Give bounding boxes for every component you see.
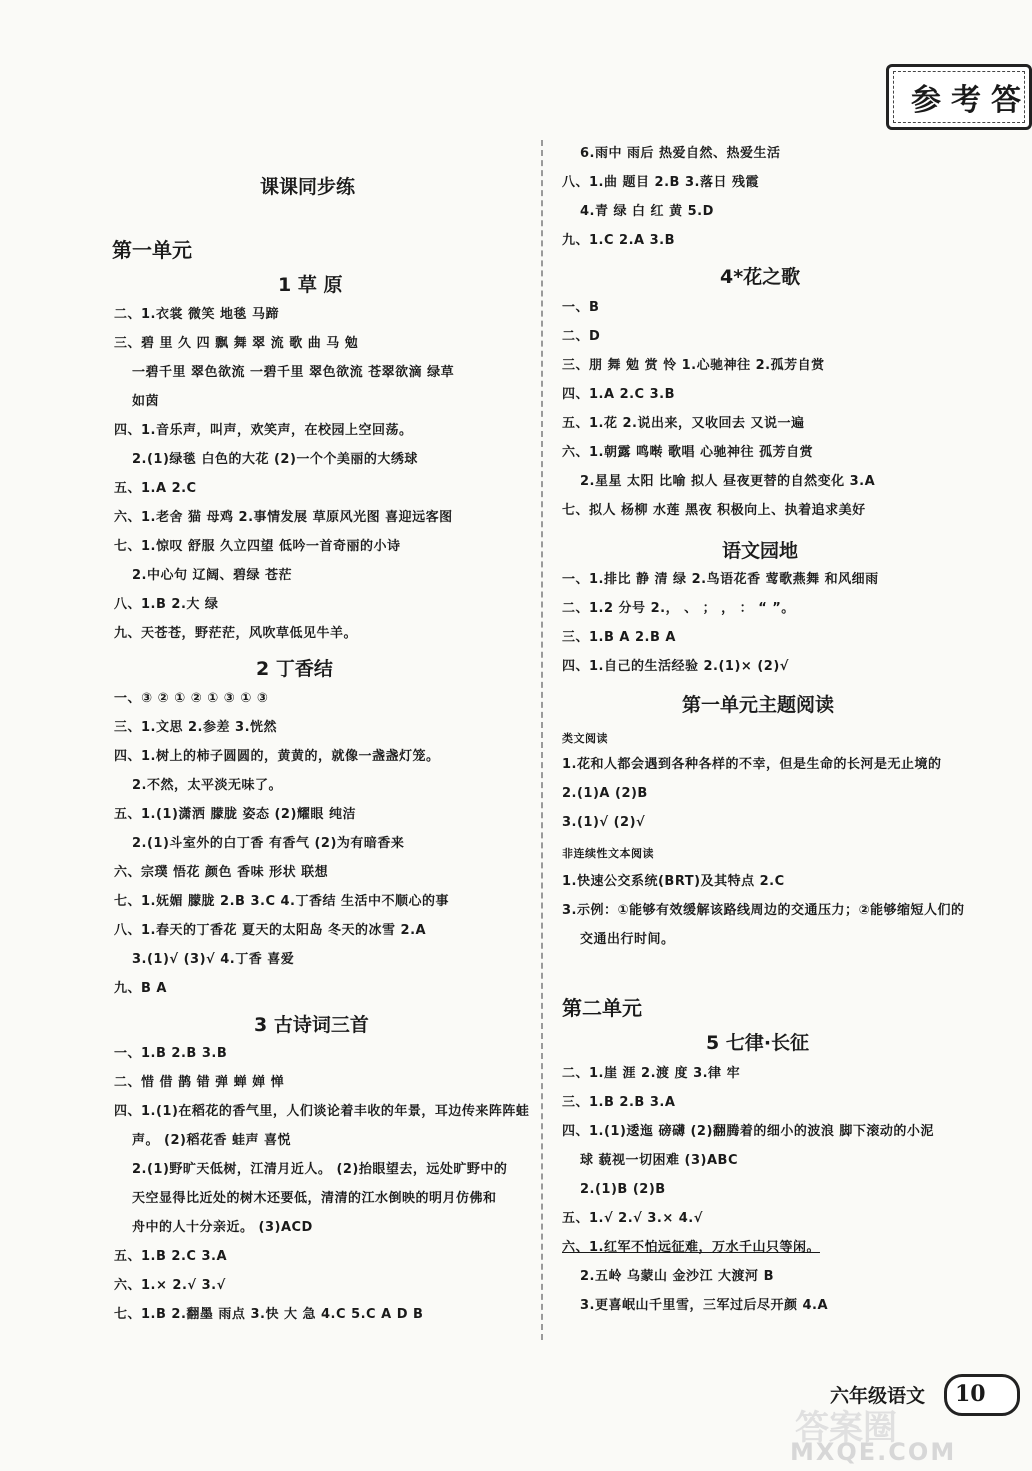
watermark-logo: 答案圈	[795, 1408, 897, 1448]
answer-line: 六、1.× 2.√ 3.√	[114, 1278, 226, 1293]
answer-line: 一、B	[562, 300, 600, 315]
lesson-title: 2 丁香结	[256, 658, 333, 680]
unit-heading: 第一单元	[112, 238, 192, 262]
answer-line: 五、1.B 2.C 3.A	[114, 1249, 228, 1264]
answer-line: 九、B A	[114, 981, 167, 996]
banner-title: 参考答	[911, 83, 1031, 118]
answer-line: 五、1.A 2.C	[114, 481, 197, 496]
answer-line: 一、③ ② ① ② ① ③ ① ③	[114, 691, 269, 706]
answer-line: 6.雨中 雨后 热爱自然、热爱生活	[580, 146, 781, 161]
answer-line: 五、1.花 2.说出来，又收回去 又说一遍	[562, 416, 805, 431]
answer-line: 六、1.红军不怕远征难，万水千山只等闲。	[562, 1240, 820, 1255]
answer-line: 2.(1)斗室外的白丁香 有香气 (2)为有暗香来	[132, 836, 405, 851]
answer-line: 三、1.B 2.B 3.A	[562, 1095, 676, 1110]
answer-line: 四、1.音乐声，叫声，欢笑声，在校园上空回荡。	[114, 423, 413, 438]
lesson-title: 1 草 原	[278, 274, 343, 296]
answer-line: 八、1.春天的丁香花 夏天的太阳岛 冬天的冰雪 2.A	[114, 923, 427, 938]
answer-line: 3.(1)√ (2)√	[562, 815, 646, 830]
answer-line: 天空显得比近处的树木还要低，清清的江水倒映的明月仿佛和	[132, 1191, 497, 1206]
answer-line: 四、1.(1)在稻花的香气里，人们谈论着丰收的年景，耳边传来阵阵蛙	[114, 1104, 530, 1119]
page-number: 10	[955, 1381, 986, 1407]
answer-line: 八、1.曲 题目 2.B 3.落日 残霞	[562, 175, 759, 190]
answer-line: 三、1.文思 2.参差 3.恍然	[114, 720, 278, 735]
answer-line: 舟中的人十分亲近。 (3)ACD	[132, 1220, 313, 1235]
answer-line: 六、1.朝露 鸣啭 歌唱 心驰神往 孤芳自赏	[562, 445, 814, 460]
page-title: 课课同步练	[260, 176, 356, 198]
watermark-site: MXQE.COM	[790, 1438, 957, 1466]
answer-line: 2.(1)绿毯 白色的大花 (2)一个个美丽的大绣球	[132, 452, 418, 467]
answer-line: 一碧千里 翠色欲流 一碧千里 翠色欲流 苍翠欲滴 绿草	[132, 365, 455, 380]
section-title: 第一单元主题阅读	[682, 694, 835, 716]
column-divider	[541, 140, 543, 1340]
answer-line: 1.花和人都会遇到各种各样的不幸，但是生命的长河是无止境的	[562, 757, 942, 772]
answer-line: 一、1.排比 静 清 绿 2.鸟语花香 莺歌燕舞 和风细雨	[562, 572, 879, 587]
answer-line: 七、1.B 2.翻墨 雨点 3.快 大 急 4.C 5.C A D B	[114, 1307, 424, 1322]
answer-line: 3.更喜岷山千里雪，三军过后尽开颜 4.A	[580, 1298, 829, 1313]
lesson-title: 5 七律·长征	[706, 1032, 810, 1054]
answer-line: 2.不然，太平淡无味了。	[132, 778, 282, 793]
answer-line: 四、1.A 2.C 3.B	[562, 387, 676, 402]
answer-line: 声。 (2)稻花香 蛙声 喜悦	[132, 1133, 292, 1148]
answer-line: 六、宗璞 悟花 颜色 香味 形状 联想	[114, 865, 329, 880]
answer-line: 3.示例：①能够有效缓解该路线周边的交通压力；②能够缩短人们的	[562, 903, 965, 918]
subsection-label: 类文阅读	[562, 732, 608, 745]
answer-line: 九、1.C 2.A 3.B	[562, 233, 676, 248]
answer-line: 四、1.树上的柿子圆圆的，黄黄的，就像一盏盏灯笼。	[114, 749, 440, 764]
answer-line: 三、1.B A 2.B A	[562, 630, 676, 645]
answer-line: 六、1.老舍 猫 母鸡 2.事情发展 草原风光图 喜迎远客图	[114, 510, 453, 525]
answer-line: 九、天苍苍，野茫茫，风吹草低见牛羊。	[114, 626, 358, 641]
answer-line: 五、1.(1)潇洒 朦胧 姿态 (2)耀眼 纯洁	[114, 807, 356, 822]
answer-line: 七、拟人 杨柳 水莲 黑夜 积极向上、执着追求美好	[562, 503, 866, 518]
section-title: 语文园地	[722, 540, 799, 562]
answer-line: 交通出行时间。	[580, 932, 675, 947]
answer-line: 1.快速公交系统(BRT)及其特点 2.C	[562, 874, 785, 889]
page-number-badge	[944, 1374, 1020, 1416]
answer-line: 一、1.B 2.B 3.B	[114, 1046, 228, 1061]
lesson-title: 3 古诗词三首	[254, 1014, 369, 1036]
answer-line: 4.青 绿 白 红 黄 5.D	[580, 204, 714, 219]
answer-line: 七、1.妩媚 朦胧 2.B 3.C 4.丁香结 生活中不顺心的事	[114, 894, 450, 909]
answer-line: 八、1.B 2.大 绿	[114, 597, 219, 612]
answer-line: 四、1.自己的生活经验 2.(1)× (2)√	[562, 659, 789, 674]
answer-line: 球 藐视一切困难 (3)ABC	[580, 1153, 738, 1168]
answer-line: 2.中心句 辽阔、碧绿 苍茫	[132, 568, 293, 583]
header-banner	[886, 64, 1032, 130]
answer-line: 二、D	[562, 329, 601, 344]
answer-line: 五、1.√ 2.√ 3.× 4.√	[562, 1211, 703, 1226]
answer-line: 3.(1)√ (3)√ 4.丁香 喜爱	[132, 952, 295, 967]
grade-subject-label: 六年级语文	[830, 1385, 926, 1407]
answer-line: 2.五岭 乌蒙山 金沙江 大渡河 B	[580, 1269, 774, 1284]
answer-line: 二、惜 借 鹊 错 弹 蝉 婵 惮	[114, 1075, 285, 1090]
lesson-title: 4*花之歌	[720, 266, 801, 288]
answer-line: 2.(1)B (2)B	[580, 1182, 666, 1197]
answer-line: 二、1.崖 涯 2.渡 度 3.律 牢	[562, 1066, 741, 1081]
answer-line: 如茵	[132, 394, 160, 409]
answer-line: 二、1.2 分号 2.， 、 ； ， ： “ ”。	[562, 601, 795, 616]
answer-line: 2.星星 太阳 比喻 拟人 昼夜更替的自然变化 3.A	[580, 474, 876, 489]
answer-line: 2.(1)野旷天低树，江清月近人。 (2)抬眼望去，远处旷野中的	[132, 1162, 508, 1177]
answer-line: 三、朋 舞 勉 赏 怜 1.心驰神往 2.孤芳自赏	[562, 358, 825, 373]
unit-heading: 第二单元	[562, 996, 642, 1020]
answer-line: 2.(1)A (2)B	[562, 786, 648, 801]
subsection-label: 非连续性文本阅读	[562, 847, 654, 860]
answer-line: 三、碧 里 久 四 飘 舞 翠 流 歌 曲 马 勉	[114, 336, 359, 351]
answer-line: 二、1.衣裳 微笑 地毯 马蹄	[114, 307, 280, 322]
answer-line: 四、1.(1)逶迤 磅礴 (2)翻腾着的细小的波浪 脚下滚动的小泥	[562, 1124, 934, 1139]
answer-line: 七、1.惊叹 舒服 久立四望 低吟一首奇丽的小诗	[114, 539, 401, 554]
